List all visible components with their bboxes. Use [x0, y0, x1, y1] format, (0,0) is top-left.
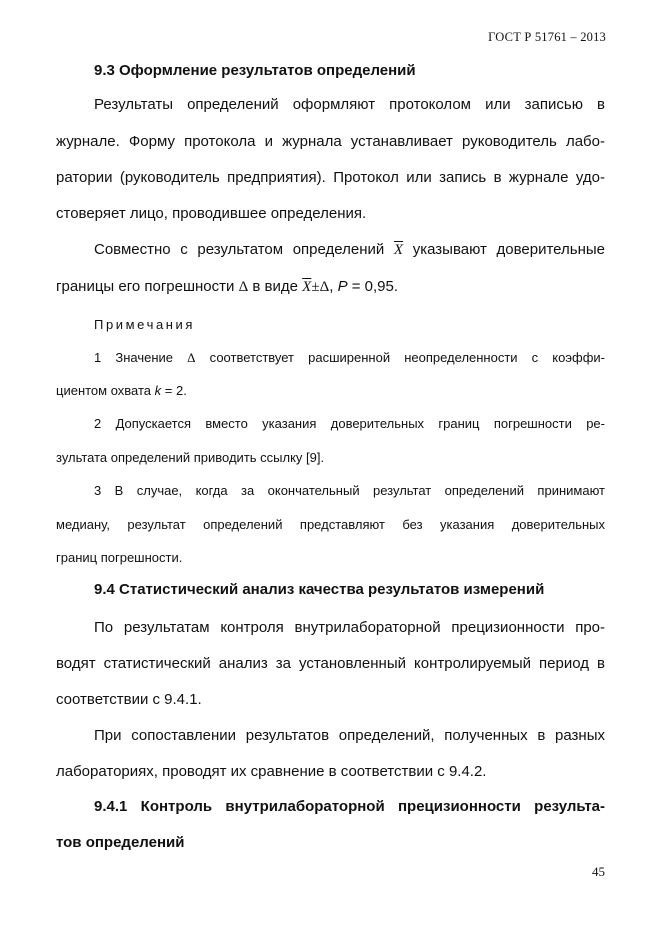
paragraph-line: журнале. Форму протокола и журнала устанавливает руководитель лабо-: [56, 133, 605, 150]
section-9-3-title: 9.3 Оформление результатов определений: [94, 62, 416, 79]
paragraph-line: ратории (руководитель предприятия). Протокол или запись в журнале удо-: [56, 169, 605, 186]
note-line: [94, 349, 605, 367]
section-9-4-1-title: 9.4.1 Контроль внутрилабораторной прецизионности результа-: [94, 798, 605, 815]
note-line: 2 Допускается вместо указания доверительных границ погрешности ре-: [94, 416, 605, 431]
plus-minus-symbol: ±: [311, 279, 320, 295]
text-fragment: = 2.: [164, 383, 187, 398]
section-9-4-1-title-cont: тов определений: [56, 834, 185, 851]
note-line: зультата определений приводить ссылку [9].: [56, 450, 325, 465]
paragraph-line: По результатам контроля внутрилабораторной прецизионности про-: [94, 619, 605, 636]
note-line: [56, 382, 605, 400]
delta-symbol: Δ: [319, 279, 330, 295]
note-line: 3 В случае, когда за окончательный результат определений принимают: [94, 483, 605, 498]
delta-symbol: Δ: [238, 279, 249, 295]
text-fragment: границы его погрешности: [56, 278, 235, 295]
paragraph-line: Результаты определений оформляют протоколом или записью в: [94, 96, 605, 113]
text-fragment: в виде: [252, 278, 298, 295]
text-fragment: 1 Значение: [94, 350, 174, 365]
paragraph-line: При сопоставлении результатов определений, полученных в разных: [94, 727, 605, 744]
p-label: P: [337, 278, 348, 295]
page-number: 45: [592, 864, 605, 879]
paragraph-line-with-formula: [94, 241, 605, 259]
text-fragment: соответствует расширенной неопределенности с коэффи-: [209, 350, 605, 365]
note-line: границ погрешности.: [56, 550, 183, 565]
paragraph-line: соответствии с 9.4.1.: [56, 691, 202, 708]
note-line: медиану, результат определений представляют без указания доверительных: [56, 517, 605, 532]
mean-x-symbol: $\overline{X}$: [302, 279, 312, 295]
k-symbol: k: [154, 383, 162, 398]
paragraph-line: водят статистический анализ за установленный контролируемый период в: [56, 655, 605, 672]
document-header: ГОСТ Р 51761 – 2013: [488, 30, 606, 44]
text-fragment: Совместно с результатом определений: [94, 241, 385, 258]
paragraph-line: стоверяет лицо, проводившее определения.: [56, 205, 367, 222]
delta-symbol: Δ: [187, 350, 196, 365]
paragraph-line: лабораториях, проводят их сравнение в соответствии с 9.4.2.: [56, 763, 487, 780]
notes-title: Примечания: [94, 317, 196, 332]
text-fragment: циентом охвата: [56, 383, 152, 398]
text-fragment: = 0,95.: [351, 278, 399, 295]
text-fragment: указывают доверительные: [412, 241, 606, 258]
paragraph-line-with-formula: границы его погрешности Δ в виде $\overline{X}\pm\Delta$, P = 0,95.: [56, 278, 399, 295]
mean-x-symbol: $\overline{X}$: [393, 242, 404, 258]
section-9-4-title: 9.4 Статистический анализ качества результатов измерений: [94, 581, 545, 598]
